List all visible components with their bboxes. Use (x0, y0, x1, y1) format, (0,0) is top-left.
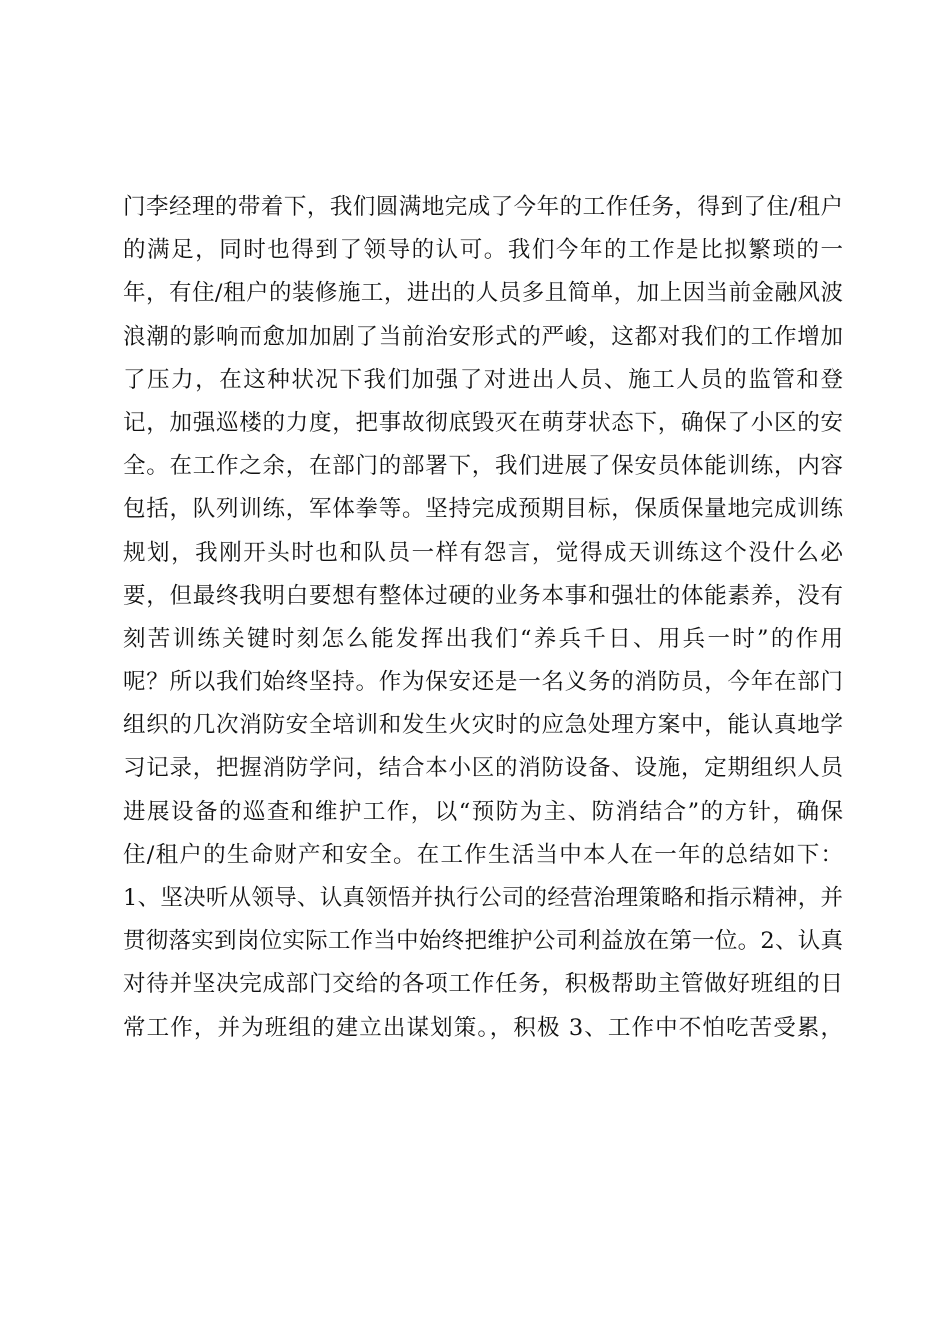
text-line-16: 住/租户的生命财产和安全。在工作生活当中本人在一年的总结如下： (123, 841, 843, 868)
text-line-14: 习记录，把握消防学问，结合本小区的消防设备、设施，定期组织人员 (123, 755, 843, 782)
text-line-19: 对待并坚决完成部门交给的各项工作任务，积极帮助主管做好班组的日 (123, 971, 843, 998)
text-line-9: 规划，我刚开头时也和队员一样有怨言，觉得成天训练这个没什么必 (123, 539, 843, 566)
text-line-8: 包括，队列训练，军体拳等。坚持完成预期目标，保质保量地完成训练 (123, 496, 843, 523)
text-line-18: 贯彻落实到岗位实际工作当中始终把维护公司利益放在第一位。2、认真 (123, 928, 843, 955)
text-line-20: 常工作，并为班组的建立出谋划策。，积极 3、工作中不怕吃苦受累， (123, 1014, 843, 1041)
text-line-1: 门李经理的带着下，我们圆满地完成了今年的工作任务，得到了住/租户 (123, 194, 843, 220)
text-line-7: 全。在工作之余，在部门的部署下，我们进展了保安员体能训练，内容 (123, 453, 843, 480)
text-line-10: 要，但最终我明白要想有整体过硬的业务本事和强壮的体能素养，没有 (123, 582, 843, 609)
text-line-3: 年，有住/租户的装修施工，进出的人员多且简单，加上因当前金融风波 (123, 280, 843, 307)
text-line-12: 呢？所以我们始终坚持。作为保安还是一名义务的消防员，今年在部门 (123, 669, 843, 696)
text-line-15: 进展设备的巡查和维护工作，以“预防为主、防消结合”的方针，确保 (123, 798, 843, 825)
body-paragraph (123, 186, 843, 1050)
text-line-11: 刻苦训练关键时刻怎么能发挥出我们“养兵千日、用兵一时”的作用 (123, 625, 843, 652)
text-line-13: 组织的几次消防安全培训和发生火灾时的应急处理方案中，能认真地学 (123, 712, 843, 739)
text-line-2: 的满足，同时也得到了领导的认可。我们今年的工作是比拟繁琐的一 (123, 237, 843, 264)
text-line-6: 记，加强巡楼的力度，把事故彻底毁灭在萌芽状态下，确保了小区的安 (123, 409, 843, 436)
text-line-4: 浪潮的影响而愈加加剧了当前治安形式的严峻，这都对我们的工作增加 (123, 323, 843, 350)
text-line-17: 1、坚决听从领导、认真领悟并执行公司的经营治理策略和指示精神，并 (123, 885, 843, 911)
text-line-5: 了压力，在这种状况下我们加强了对进出人员、施工人员的监管和登 (123, 366, 843, 393)
